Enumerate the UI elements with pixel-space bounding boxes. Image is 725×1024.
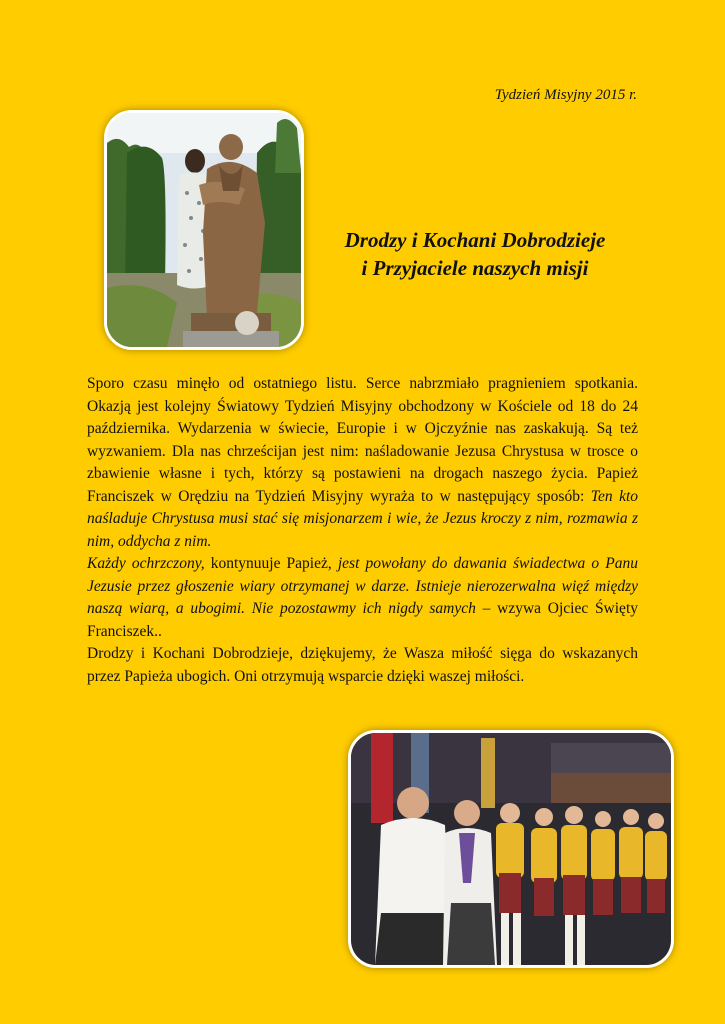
title-line-1: Drodzy i Kochani Dobrodzieje (344, 228, 606, 252)
paragraph-1 (87, 373, 638, 553)
paragraph-1-text: Sporo czasu minęło od ostatniego listu. Serce nabrzmiało pragnieniem spotkania. Okazją jest kolejny Światowy Tydzień Misyjny obchodzony w Kościele od 18 do 24 października. Wydarzenia w świecie, Europie i w Ojczyźnie nas zaskakują. Są też wyzwaniem. Dla nas chrześcijan jest nim: naśladowanie Jezusa Chrystusa w trosce o zbawienie własne i tych, którzy są postawieni na drogach naszego życia. Papież Franciszek w Orędziu na Tydzień Misyjny wyraża to w następujący sposób: (87, 375, 638, 505)
letter-title (320, 226, 630, 282)
quote-part-a: Każdy ochrzczony, (87, 555, 205, 572)
paragraph-2 (87, 553, 638, 643)
title-line-2: i Przyjaciele naszych misji (361, 256, 589, 280)
letter-body (87, 373, 638, 688)
paragraph-3: Drodzy i Kochani Dobrodzieje, dziękujemy, że Wasza miłość sięga do wskazanych przez Papieża ubogich. Oni otrzymują wsparcie dzięki waszej miłości. (87, 645, 638, 685)
date-line: Tydzień Misyjny 2015 r. (494, 87, 637, 103)
group-photo (348, 730, 674, 968)
paragraph-2-text-a: kontynuuje Papież, (204, 555, 338, 572)
quote-part-b: jest powołany do dawania świadectwa o Panu Jezusie przez głoszenie wiary otrzymanej w darze. Istnieje nierozerwalna więź między naszą wiarą, a ubogimi. Nie pozostawmy ich nigdy samych (87, 555, 638, 617)
pope-quote: Ten kto naśladuje Chrystusa musi stać się misjonarzem i wie, że Jezus kroczy z nim, rozmawia z nim, oddycha z nim. (87, 487, 639, 550)
paragraph-2-text-b: – wzywa Ojciec Święty Franciszek.. (87, 600, 638, 640)
statue-photo (104, 110, 304, 350)
